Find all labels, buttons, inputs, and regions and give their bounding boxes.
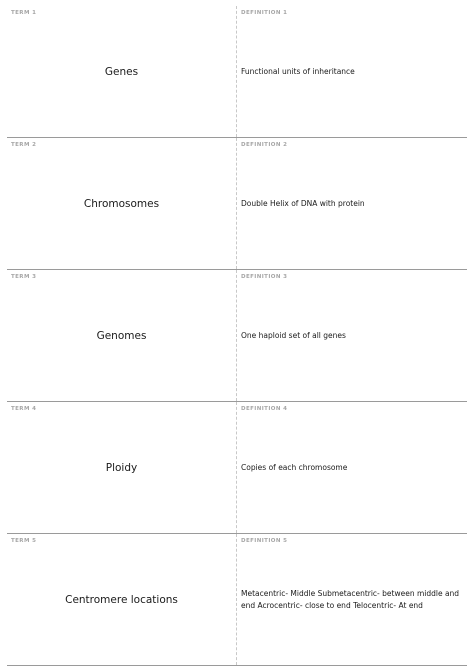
flashcard-sheet xyxy=(7,6,467,666)
definition-text: Functional units of inheritance xyxy=(241,66,355,76)
term-text: Chromosomes xyxy=(83,197,160,210)
flashcard xyxy=(7,138,467,270)
term-text: Centromere locations xyxy=(65,593,178,606)
flashcard xyxy=(7,270,467,402)
definition-label: DEFINITION 4 xyxy=(241,406,288,412)
term-text: Ploidy xyxy=(105,461,138,474)
definition-text: One haploid set of all genes xyxy=(241,330,346,340)
flashcard xyxy=(7,6,467,138)
flashcard xyxy=(7,402,467,534)
term-label: TERM 2 xyxy=(11,142,37,148)
term-label: TERM 1 xyxy=(11,10,37,16)
card-fold-line xyxy=(236,534,237,665)
definition-label: DEFINITION 2 xyxy=(241,142,288,148)
term-text: Genomes xyxy=(96,329,147,342)
term-label: TERM 4 xyxy=(11,406,37,412)
definition-text: Copies of each chromosome xyxy=(241,462,348,472)
definition-text: Double Helix of DNA with protein xyxy=(241,198,365,208)
definition-label: DEFINITION 3 xyxy=(241,274,288,280)
term-label: TERM 5 xyxy=(11,538,37,544)
card-fold-line xyxy=(236,138,237,269)
term-label: TERM 3 xyxy=(11,274,37,280)
definition-label: DEFINITION 1 xyxy=(241,10,288,16)
definition-label: DEFINITION 5 xyxy=(241,538,288,544)
flashcard xyxy=(7,534,467,666)
card-fold-line xyxy=(236,6,237,137)
term-text: Genes xyxy=(104,65,139,78)
card-fold-line xyxy=(236,270,237,401)
definition-text: Metacentric- Middle Submetacentric- between middle and end Acrocentric- close to end Telocentric- At end xyxy=(241,588,460,610)
card-fold-line xyxy=(236,402,237,533)
